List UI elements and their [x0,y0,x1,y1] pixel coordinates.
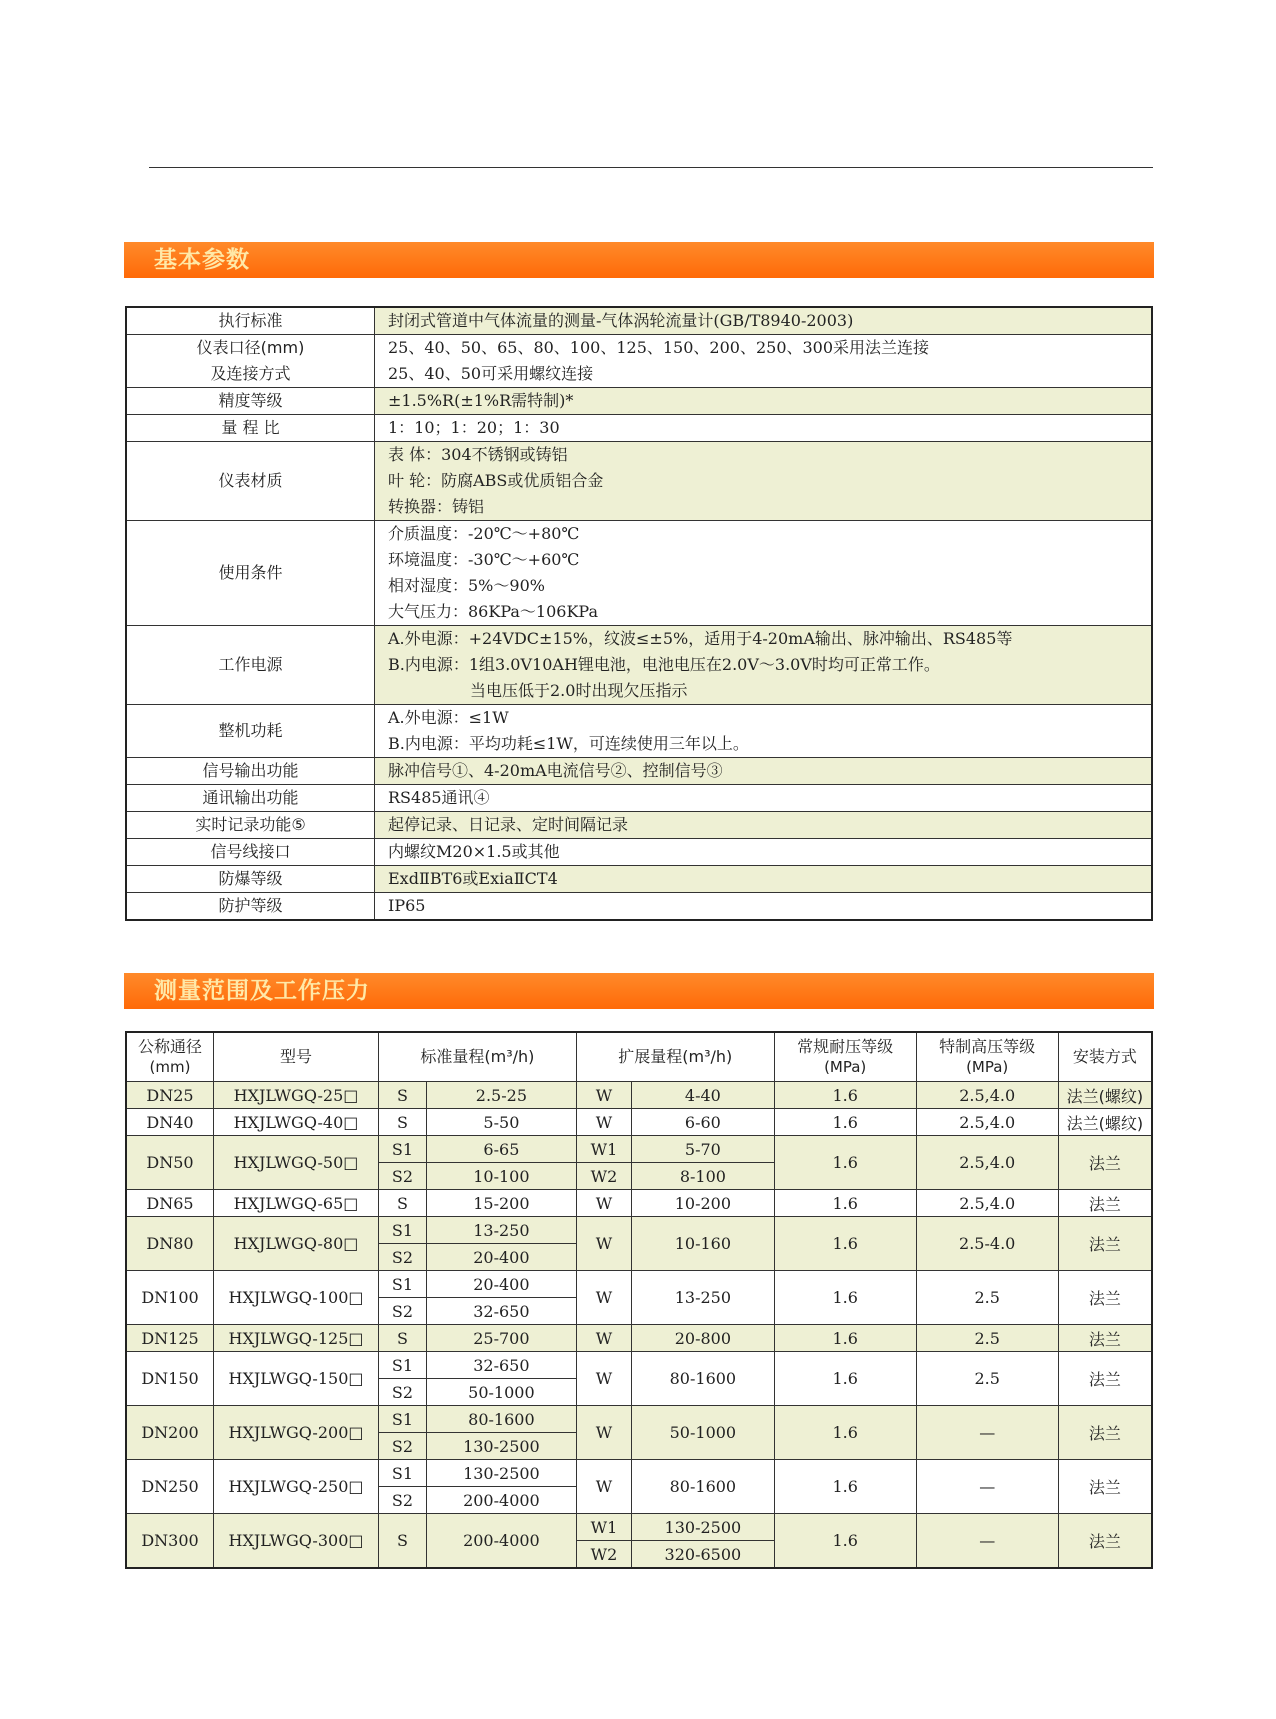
ext-range-cell: 10-160 [632,1217,775,1271]
model-cell: HXJLWGQ-40□ [214,1109,379,1136]
normal-pressure-cell: 1.6 [774,1352,916,1406]
std-range-cell: 200-4000 [426,1487,576,1514]
param-label-line: 实时记录功能⑤ [195,815,306,834]
model-cell: HXJLWGQ-200□ [214,1406,379,1460]
param-value-line: 转换器：铸铝 [388,497,485,516]
param-value [375,785,1153,812]
std-code-cell: S1 [379,1136,427,1163]
install-cell: 法兰 [1058,1271,1152,1325]
ext-code-cell: W [576,1109,631,1136]
std-range-cell: 10-100 [426,1163,576,1190]
std-code-cell: S1 [379,1352,427,1379]
param-value [375,839,1153,866]
param-label [126,521,375,626]
param-row [126,415,1152,442]
std-range-cell: 15-200 [426,1190,576,1217]
std-range-cell: 20-400 [426,1244,576,1271]
param-row [126,812,1152,839]
std-code-cell: S2 [379,1244,427,1271]
param-value-line: B.内电源：1组3.0V10AH锂电池，电池电压在2.0V～3.0V时均可正常工作。 [388,655,940,674]
param-row [126,388,1152,415]
std-code-cell: S2 [379,1298,427,1325]
std-code-cell: S [379,1514,427,1569]
param-value-line: 介质温度：-20℃～+80℃ [388,524,580,543]
param-label-line: 防护等级 [218,896,283,915]
normal-pressure-cell: 1.6 [774,1136,916,1190]
param-label [126,442,375,521]
ext-code-cell: W [576,1190,631,1217]
install-cell: 法兰 [1058,1190,1152,1217]
param-label-line: 仪表口径(mm) [196,338,305,357]
ext-range-cell: 10-200 [632,1190,775,1217]
range-row [126,1136,1152,1163]
dn-cell: DN25 [126,1082,214,1109]
std-range-cell: 80-1600 [426,1406,576,1433]
param-row [126,893,1152,921]
param-value-line: 1：10；1：20；1：30 [388,418,560,437]
param-value-line: ExdⅡBT6或ExiaⅡCT4 [388,869,558,888]
std-code-cell: S1 [379,1217,427,1244]
model-cell: HXJLWGQ-300□ [214,1514,379,1569]
ext-range-cell: 20-800 [632,1325,775,1352]
col-model: 型号 [214,1032,379,1082]
param-label [126,812,375,839]
range-pressure-table [125,1031,1153,1569]
param-value-line: 环境温度：-30℃～+60℃ [388,550,580,569]
install-cell: 法兰 [1058,1406,1152,1460]
param-value [375,521,1153,626]
model-cell: HXJLWGQ-100□ [214,1271,379,1325]
install-cell: 法兰(螺纹) [1058,1109,1152,1136]
std-code-cell: S [379,1190,427,1217]
param-row [126,521,1152,626]
param-label-line: 工作电源 [218,655,283,674]
dn-cell: DN40 [126,1109,214,1136]
param-row [126,866,1152,893]
std-range-cell: 130-2500 [426,1433,576,1460]
ext-code-cell: W [576,1217,631,1271]
basic-params-table [125,306,1153,921]
param-value-line: 起停记录、日记录、定时间隔记录 [388,815,629,834]
ext-code-cell: W [576,1082,631,1109]
high-pressure-cell: 2.5,4.0 [916,1082,1058,1109]
ext-code-cell: W2 [576,1163,631,1190]
high-pressure-cell: 2.5 [916,1271,1058,1325]
ext-code-cell: W1 [576,1136,631,1163]
install-cell: 法兰 [1058,1136,1152,1190]
param-value [375,388,1153,415]
ext-range-cell: 80-1600 [632,1460,775,1514]
param-value [375,705,1153,758]
section-header-basic-params: 基本参数 [124,242,1154,278]
high-pressure-cell: 2.5,4.0 [916,1136,1058,1190]
ext-range-cell: 6-60 [632,1109,775,1136]
param-value-line: 大气压力：86KPa～106KPa [388,602,598,621]
std-code-cell: S1 [379,1460,427,1487]
param-label [126,866,375,893]
param-label-line: 信号线接口 [210,842,291,861]
param-value-line: 25、40、50、65、80、100、125、150、200、250、300采用法兰连接 [388,338,930,357]
std-range-cell: 32-650 [426,1298,576,1325]
ext-code-cell: W1 [576,1514,631,1541]
ext-code-cell: W2 [576,1541,631,1569]
param-label [126,388,375,415]
param-label [126,839,375,866]
install-cell: 法兰 [1058,1514,1152,1569]
param-row [126,839,1152,866]
ext-code-cell: W [576,1325,631,1352]
param-row [126,307,1152,335]
dn-cell: DN300 [126,1514,214,1569]
std-range-cell: 32-650 [426,1352,576,1379]
range-row [126,1325,1152,1352]
ext-range-cell: 130-2500 [632,1514,775,1541]
high-pressure-cell: — [916,1406,1058,1460]
param-label-line: 精度等级 [218,391,283,410]
param-label-line: 使用条件 [218,563,283,582]
param-label [126,785,375,812]
std-range-cell: 6-65 [426,1136,576,1163]
std-code-cell: S [379,1082,427,1109]
std-code-cell: S1 [379,1406,427,1433]
param-label [126,758,375,785]
std-range-cell: 2.5-25 [426,1082,576,1109]
normal-pressure-cell: 1.6 [774,1460,916,1514]
range-row [126,1217,1152,1244]
param-value [375,626,1153,705]
std-code-cell: S2 [379,1163,427,1190]
high-pressure-cell: — [916,1514,1058,1569]
dn-cell: DN250 [126,1460,214,1514]
std-code-cell: S2 [379,1433,427,1460]
std-range-cell: 130-2500 [426,1460,576,1487]
normal-pressure-cell: 1.6 [774,1109,916,1136]
range-row [126,1460,1152,1487]
col-dn: 公称通径 (mm) [126,1032,214,1082]
std-code-cell: S1 [379,1271,427,1298]
high-pressure-cell: 2.5-4.0 [916,1217,1058,1271]
param-value-line: 当电压低于2.0时出现欠压指示 [470,681,688,700]
model-cell: HXJLWGQ-125□ [214,1325,379,1352]
param-value-line: ±1.5%R(±1%R需特制)* [388,391,574,410]
dn-cell: DN150 [126,1352,214,1406]
normal-pressure-cell: 1.6 [774,1271,916,1325]
param-row [126,626,1152,705]
param-label-line: 防爆等级 [218,869,283,888]
std-range-cell: 25-700 [426,1325,576,1352]
param-value [375,866,1153,893]
param-row [126,758,1152,785]
col-high-pressure: 特制高压等级 (MPa) [916,1032,1058,1082]
param-row [126,335,1152,388]
ext-range-cell: 8-100 [632,1163,775,1190]
param-row [126,705,1152,758]
ext-range-cell: 80-1600 [632,1352,775,1406]
std-range-cell: 5-50 [426,1109,576,1136]
param-value [375,893,1153,921]
param-value-line: IP65 [388,896,426,915]
param-value [375,335,1153,388]
install-cell: 法兰 [1058,1325,1152,1352]
top-rule [149,167,1153,168]
param-label-line: 整机功耗 [218,721,283,740]
range-row [126,1514,1152,1541]
std-code-cell: S2 [379,1379,427,1406]
std-range-cell: 13-250 [426,1217,576,1244]
install-cell: 法兰 [1058,1460,1152,1514]
ext-code-cell: W [576,1460,631,1514]
dn-cell: DN200 [126,1406,214,1460]
high-pressure-cell: 2.5,4.0 [916,1109,1058,1136]
col-normal-pressure: 常规耐压等级 (MPa) [774,1032,916,1082]
param-value-line: B.内电源：平均功耗≤1W，可连续使用三年以上。 [388,734,749,753]
high-pressure-cell: — [916,1460,1058,1514]
high-pressure-cell: 2.5 [916,1325,1058,1352]
model-cell: HXJLWGQ-150□ [214,1352,379,1406]
param-label [126,335,375,388]
param-value [375,442,1153,521]
normal-pressure-cell: 1.6 [774,1406,916,1460]
param-label-line: 及连接方式 [210,364,291,383]
param-value [375,812,1153,839]
param-value-line: 叶 轮：防腐ABS或优质铝合金 [388,471,604,490]
model-cell: HXJLWGQ-50□ [214,1136,379,1190]
param-label-line: 信号输出功能 [202,761,299,780]
range-row [126,1082,1152,1109]
model-cell: HXJLWGQ-80□ [214,1217,379,1271]
std-code-cell: S [379,1109,427,1136]
param-value-line: 表 体：304不锈钢或铸铝 [388,445,568,464]
param-value-line: 25、40、50可采用螺纹连接 [388,364,594,383]
range-row [126,1109,1152,1136]
model-cell: HXJLWGQ-65□ [214,1190,379,1217]
model-cell: HXJLWGQ-25□ [214,1082,379,1109]
param-value-line: 相对湿度：5%～90% [388,576,545,595]
high-pressure-cell: 2.5 [916,1352,1058,1406]
col-install: 安装方式 [1058,1032,1152,1082]
param-label [126,415,375,442]
param-row [126,442,1152,521]
range-row [126,1352,1152,1379]
param-value-line: A.外电源：≤1W [388,708,509,727]
ext-range-cell: 320-6500 [632,1541,775,1569]
param-label [126,705,375,758]
install-cell: 法兰(螺纹) [1058,1082,1152,1109]
std-range-cell: 50-1000 [426,1379,576,1406]
col-std-range: 标准量程(m³/h) [379,1032,577,1082]
param-value-line: RS485通讯④ [388,788,490,807]
normal-pressure-cell: 1.6 [774,1325,916,1352]
install-cell: 法兰 [1058,1217,1152,1271]
param-label [126,626,375,705]
std-code-cell: S2 [379,1487,427,1514]
normal-pressure-cell: 1.6 [774,1514,916,1569]
ext-range-cell: 5-70 [632,1136,775,1163]
std-code-cell: S [379,1325,427,1352]
std-range-cell: 200-4000 [426,1514,576,1569]
std-range-cell: 20-400 [426,1271,576,1298]
col-ext-range: 扩展量程(m³/h) [576,1032,774,1082]
range-row [126,1271,1152,1298]
param-value-line: 封闭式管道中气体流量的测量-气体涡轮流量计(GB/T8940-2003) [388,311,854,330]
dn-cell: DN65 [126,1190,214,1217]
range-row [126,1406,1152,1433]
dn-cell: DN125 [126,1325,214,1352]
param-row [126,785,1152,812]
dn-cell: DN50 [126,1136,214,1190]
ext-code-cell: W [576,1271,631,1325]
param-label-line: 量 程 比 [221,418,280,437]
normal-pressure-cell: 1.6 [774,1082,916,1109]
dn-cell: DN100 [126,1271,214,1325]
param-label-line: 执行标准 [218,311,283,330]
param-label [126,307,375,335]
normal-pressure-cell: 1.6 [774,1190,916,1217]
param-label-line: 通讯输出功能 [202,788,299,807]
param-label-line: 仪表材质 [218,471,283,490]
ext-range-cell: 13-250 [632,1271,775,1325]
ext-code-cell: W [576,1406,631,1460]
install-cell: 法兰 [1058,1352,1152,1406]
param-value-line: 脉冲信号①、4-20mA电流信号②、控制信号③ [388,761,723,780]
param-value-line: 内螺纹M20×1.5或其他 [388,842,560,861]
param-value [375,758,1153,785]
ext-range-cell: 50-1000 [632,1406,775,1460]
ext-range-cell: 4-40 [632,1082,775,1109]
param-value [375,415,1153,442]
model-cell: HXJLWGQ-250□ [214,1460,379,1514]
section-header-range: 测量范围及工作压力 [124,973,1154,1009]
param-label [126,893,375,921]
normal-pressure-cell: 1.6 [774,1217,916,1271]
param-value-line: A.外电源：+24VDC±15%，纹波≤±5%，适用于4-20mA输出、脉冲输出、RS485等 [388,629,1013,648]
range-row [126,1190,1152,1217]
dn-cell: DN80 [126,1217,214,1271]
high-pressure-cell: 2.5,4.0 [916,1190,1058,1217]
param-value [375,307,1153,335]
ext-code-cell: W [576,1352,631,1406]
